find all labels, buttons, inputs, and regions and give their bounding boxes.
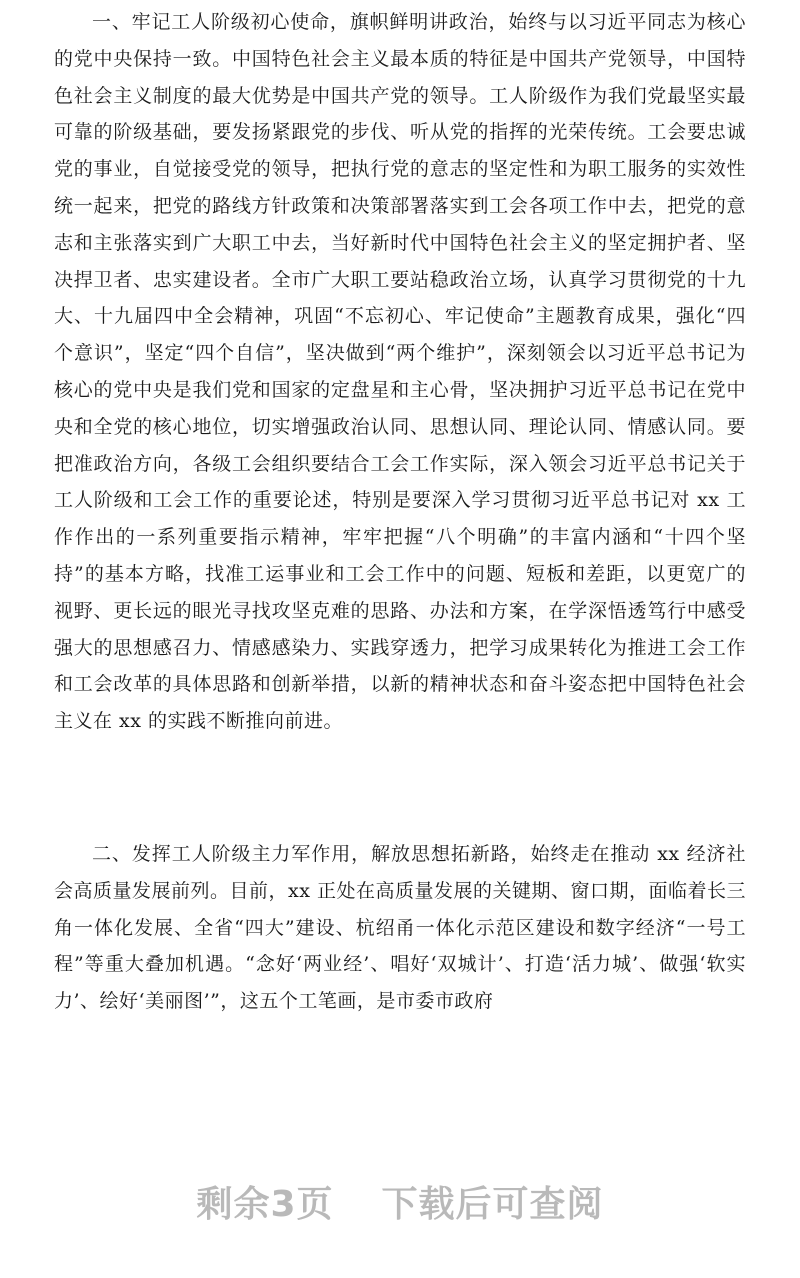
paragraph-2: 二、发挥工人阶级主力军作用，解放思想拓新路，始终走在推动 xx 经济社会高质量发展前列。目前，xx 正处在高质量发展的关键期、窗口期，面临着长三角一体化发展、全省“四大”建设、杭绍甬一体化示范区建设和数字经济“一号工程”等重大叠加机遇。“念好‘两业经’、唱好‘双城计’、打造‘活力城’、做强‘软实力’、绘好‘美丽图’”，这五个工笔画，是市委市政府 — [54, 843, 746, 1013]
remaining-pages-label[interactable]: 剩余3页 — [196, 1184, 334, 1225]
download-hint-label[interactable]: 下载后可查阅 — [381, 1184, 604, 1225]
paragraph-1: 一、牢记工人阶级初心使命，旗帜鲜明讲政治，始终与以习近平同志为核心的党中央保持一致。中国特色社会主义最本质的特征是中国共产党领导，中国特色社会主义制度的最大优势是中国共产党的领导。工人阶级作为我们党最坚实最可靠的阶级基础，要发扬紧跟党的步伐、听从党的指挥的光荣传统。工会要忠诚党的事业，自觉接受党的领导，把执行党的意志的坚定性和为职工服务的实效性统一起来，把党的路线方针政策和决策部署落实到工会各项工作中去，把党的意志和主张落实到广大职工中去，当好新时代中国特色社会主义的坚定拥护者、坚决捍卫者、忠实建设者。全市广大职工要站稳政治立场，认真学习贯彻党的十九大、十九届四中全会精神，巩固“不忘初心、牢记使命”主题教育成果，强化“四个意识”，坚定“四个自信”，坚决做到“两个维护”，深刻领会以习近平总书记为核心的党中央是我们党和国家的定盘星和主心骨，坚决拥护习近平总书记在党中央和全党的核心地位，切实增强政治认同、思想认同、理论认同、情感认同。要把准政治方向，各级工会组织要结合工会工作实际，深入领会习近平总书记关于工人阶级和工会工作的重要论述，特别是要深入学习贯彻习近平总书记对 xx 工作作出的一系列重要指示精神，牢牢把握“八个明确”的丰富内涵和“十四个坚持”的基本方略，找准工运事业和工会工作中的问题、短板和差距，以更宽广的视野、更长远的眼光寻找攻坚克难的思路、办法和方案，在学深悟透笃行中感受强大的思想感召力、情感感染力、实践穿透力，把学习成果转化为推进工会工作和工会改革的具体思路和创新举措，以新的精神状态和奋斗姿态把中国特色社会主义在 xx 的实践不断推向前进。 — [54, 11, 746, 733]
download-banner[interactable] — [0, 1176, 800, 1227]
